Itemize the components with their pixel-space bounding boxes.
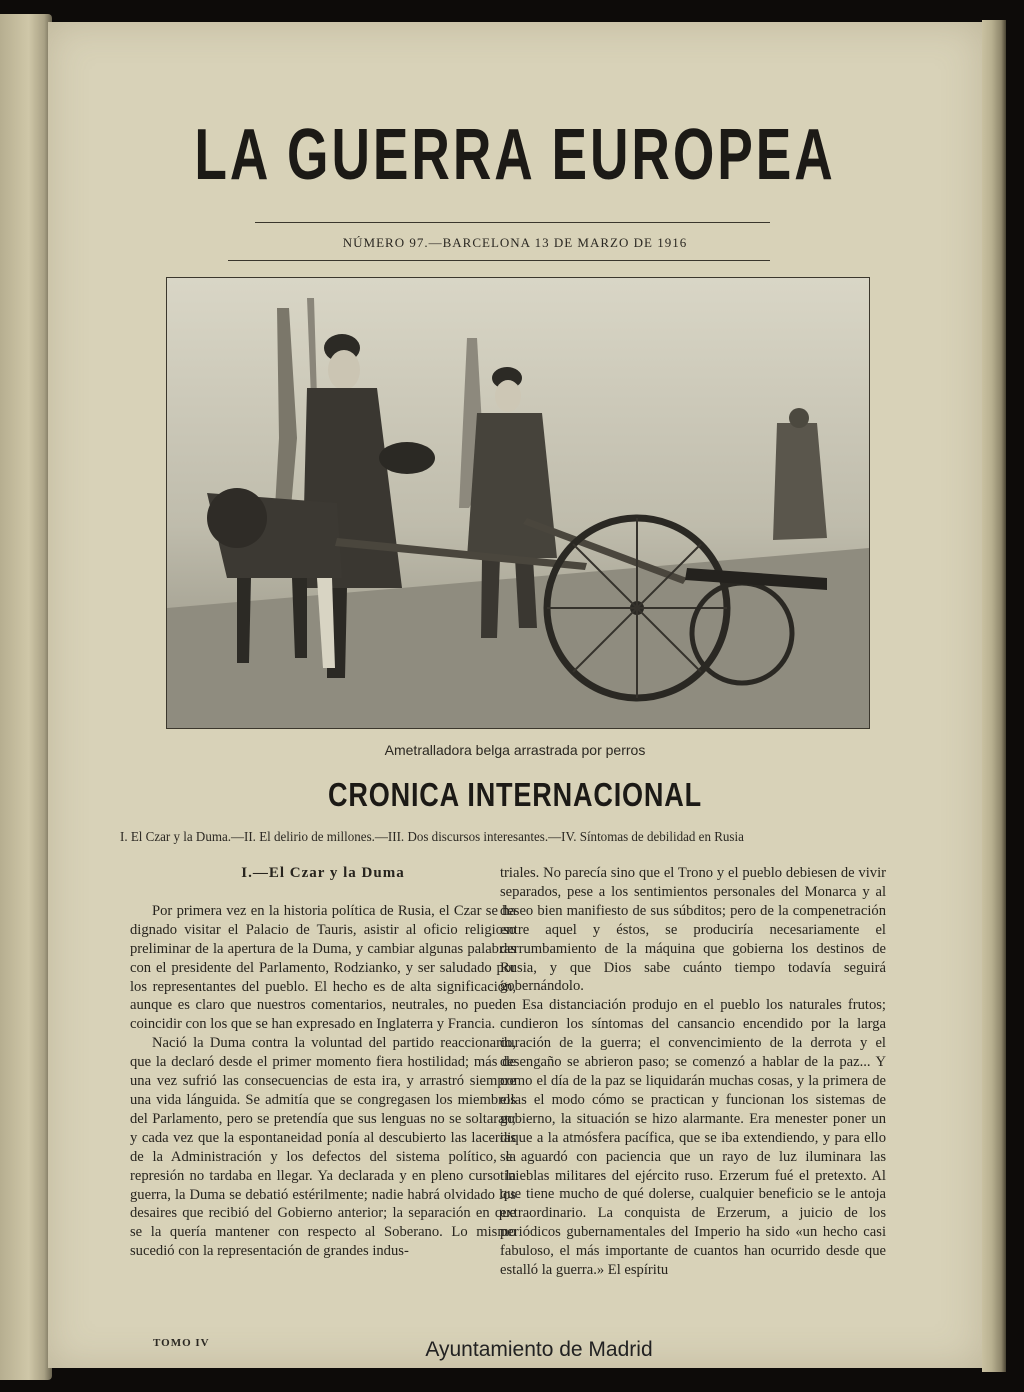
article-summary: I. El Czar y la Duma.—II. El delirio de millones.—III. Dos discursos interesantes.—IV. Síntomas de debilidad en Rusia [120,830,744,845]
section-title: CRONICA INTERNACIONAL [328,776,702,813]
archive-watermark: Ayuntamiento de Madrid [425,1338,653,1361]
paragraph: Esa distanciación produjo en el pueblo los naturales frutos; cundieron los síntomas del cansancio encendido por la larga duración de la guerra; el convencimiento de la derrota y el desengaño se abrieron paso; se comenzó a hablar de la paz... Y como el día de la paz se liquidarán muchas cosas, y la primera de ellas el modo cómo se practican y funcionan los sistemas de gobierno, la situación se hizo alarmante. Era menester poner un dique a la atmósfera pacífica, que se iba extendiendo, y para ello se aguardó con paciencia que un rayo de luz iluminara las tinieblas militares del ejército ruso. Erzerum fué el pretexto. Al que tiene mucho de qué dolerse, cualquier beneficio se le antoja extraordinario. La conquista de Erzerum, a juicio de los periódicos gubernamentales del Imperio ha sido «un hecho casi fabuloso, el más importante de cuantos han ocurrido desde que estalló la guerra.» El espíritu [500,997,886,1279]
paragraph: triales. No parecía sino que el Trono y el pueblo debiesen de vivir separados, pese a los sentimientos personales del Monarca y al deseo bien manifiesto de sus súbditos; pero de la compenetración entre aquel y éstos, se produciría necesariamente el derrumbamiento de la máquina que gobierna los destinos de Rusia, y que Dios sabe cuánto tiempo todavía seguirá gobernándolo. [500,865,886,995]
article-column-right [500,864,886,1280]
photo-caption: Ametralladora belga arrastrada por perros [384,742,646,758]
issue-line: NÚMERO 97.—BARCELONA 13 DE MARZO DE 1916 [342,235,688,250]
photo-machine-gun-dogs [167,278,869,728]
magazine-page [48,22,982,1368]
book-spine [982,20,1006,1372]
masthead-title: LA GUERRA EUROPEA [194,115,836,195]
article-heading: I.—El Czar y la Duma [241,865,405,881]
paragraph: Nació la Duma contra la voluntad del partido reaccionario, que la declaró desde el primer momento fiera hostilidad; más de una vez sufrió las consecuencias de esta ira, y arrastró siempre una vida lánguida. Se admitía que se congregasen los miembros del Parlamento, pero se pretendía que sus lenguas no se soltaran; y cada vez que la espontaneidad ponía al descubierto las lacerias de la Administración y los defectos del sistema político, la represión no tardaba en llegar. Ya declarada y en pleno curso la guerra, la Duma se debatió estérilmente; nadie habrá olvidado los desaires que recibió del Gobierno anterior; la separación en que se la quería mantener con respecto al Soberano. Lo mismo sucedió con la representación de grandes indus- [130,1035,516,1260]
masthead-rule-top [255,222,770,223]
paragraph: Por primera vez en la historia política de Rusia, el Czar se ha dignado visitar el Palacio de Tauris, asistir al oficio religioso preliminar de la apertura de la Duma, y cambiar algunas palabras con el presidente del Parlamento, Rodzianko, y ser saludado por los representantes del pueblo. El hecho es de alta significación, aunque es claro que nuestros comentarios, neutrales, no pueden coincidir con los que se han expresado en Inglaterra y Francia. [130,902,516,1033]
previous-page-edge [0,14,52,1380]
masthead-rule-bottom [228,260,770,261]
article-column-left [130,864,516,1261]
photo-frame [166,277,870,729]
volume-label: TOMO IV [153,1337,210,1349]
